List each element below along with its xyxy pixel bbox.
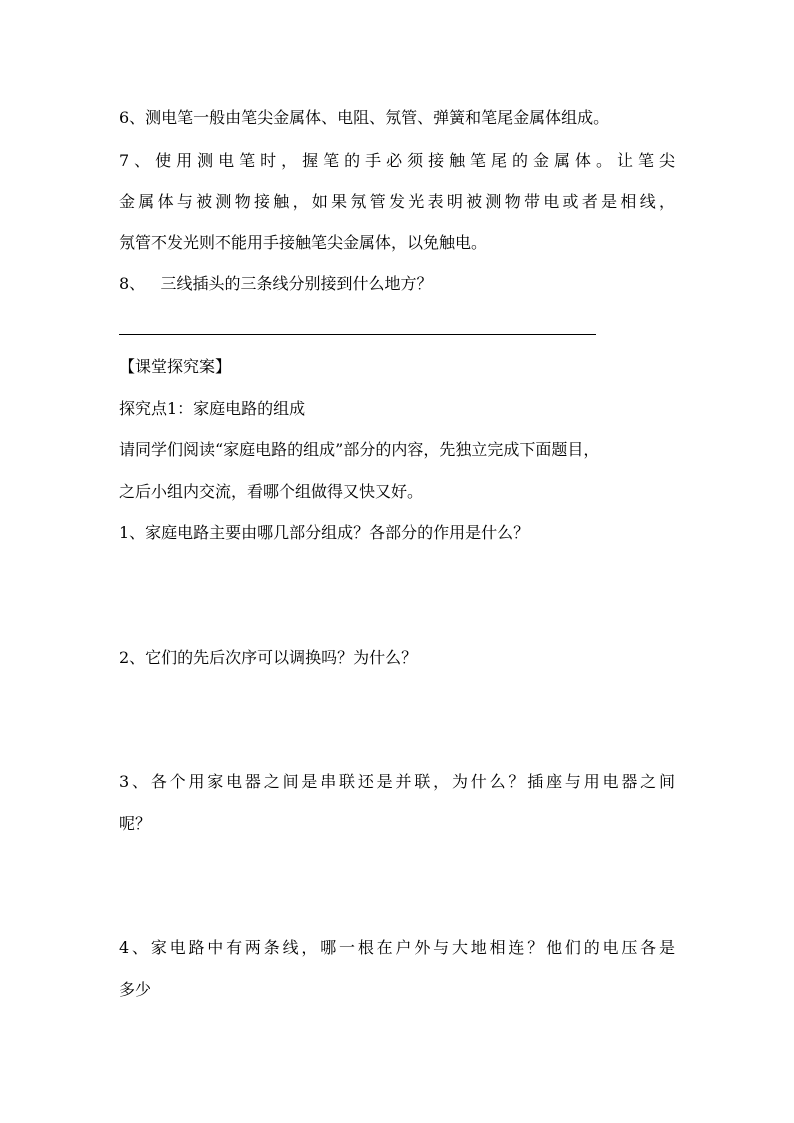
item-6-text: 6、测电笔一般由笔尖金属体、电阻、氖管、弹簧和笔尾金属体组成。 xyxy=(119,108,610,127)
item-7-line-3: 氖管不发光则不能用手接触笔尖金属体，以免触电。 xyxy=(119,233,488,252)
answer-blank-line xyxy=(119,334,596,335)
instruction-line-2: 之后小组内交流，看哪个组做得又快又好。 xyxy=(119,482,424,501)
question-4-line-2: 多少 xyxy=(119,980,152,999)
item-8-question: 8、 三线插头的三条线分别接到什么地方？ xyxy=(119,274,433,293)
question-4-line-1: 4、家电路中有两条线，哪一根在户外与大地相连？他们的电压各是 xyxy=(119,938,675,957)
item-7-line-2: 金属体与被测物接触，如果氖管发光表明被测物带电或者是相线， xyxy=(119,192,675,211)
topic-1-title: 探究点1：家庭电路的组成 xyxy=(119,399,306,418)
item-7-line-1: 7、使用测电笔时，握笔的手必须接触笔尾的金属体。让笔尖 xyxy=(119,151,675,170)
section-title: 【课堂探究案】 xyxy=(119,357,232,376)
question-2: 2、它们的先后次序可以调换吗？为什么？ xyxy=(119,648,418,667)
question-3-line-2: 呢？ xyxy=(119,814,152,833)
question-3-line-1: 3、各个用家电器之间是串联还是并联，为什么？插座与用电器之间 xyxy=(119,772,675,791)
instruction-line-1: 请同学们阅读“家庭电路的组成”部分的内容，先独立完成下面题目， xyxy=(119,440,600,459)
question-1: 1、家庭电路主要由哪几部分组成？各部分的作用是什么？ xyxy=(119,523,530,542)
